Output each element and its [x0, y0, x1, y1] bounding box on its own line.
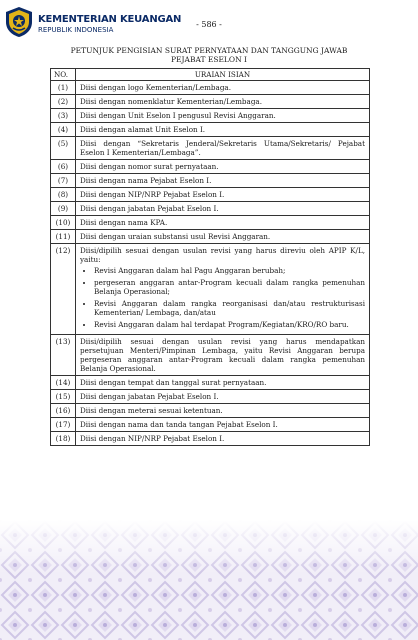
row-description	[76, 137, 370, 160]
row-description-text: Diisi dengan NIP/NRP Pejabat Eselon I.	[80, 190, 225, 199]
row-description	[76, 202, 370, 216]
table-row	[51, 335, 370, 376]
row-description-text: Diisi dengan NIP/NRP Pejabat Eselon I.	[80, 434, 225, 443]
row-description	[76, 188, 370, 202]
row-description	[76, 216, 370, 230]
table-row	[51, 390, 370, 404]
row-description-text: Diisi dengan Unit Eselon I pengusul Revisi Anggaran.	[80, 111, 276, 120]
row-description	[76, 230, 370, 244]
ministry-name: KEMENTERIAN KEUANGAN	[38, 14, 182, 25]
row-description-text: Diisi dengan nama dan tanda tangan Pejabat Eselon I.	[80, 420, 278, 429]
table-row	[51, 137, 370, 160]
row-number: (10)	[51, 216, 76, 230]
page-number: - 586 -	[196, 20, 222, 29]
instructions-table	[50, 68, 370, 446]
row-description-text: Diisi/dipilih sesuai dengan usulan revisi yang harus direviu oleh APIP K/L, yaitu:	[80, 246, 365, 264]
table-row	[51, 160, 370, 174]
bullet-item: • Revisi Anggaran dalam rangka reorganisasi dan/atau restrukturisasi Kementerian/ Lembaga, dan/atau	[94, 299, 365, 317]
row-number: (16)	[51, 404, 76, 418]
row-description	[76, 109, 370, 123]
row-description-text: Diisi dengan jabatan Pejabat Eselon I.	[80, 392, 219, 401]
bullet-item: • pergeseran anggaran antar-Program kecuali dalam rangka pemenuhan Belanja Operasional;	[94, 278, 365, 296]
document-title	[0, 46, 418, 64]
table-row	[51, 174, 370, 188]
row-number: (3)	[51, 109, 76, 123]
row-description-text: Diisi dengan meterai sesuai ketentuan.	[80, 406, 223, 415]
row-description-text: Diisi dengan nama KPA.	[80, 218, 168, 227]
row-description-text: Diisi dengan “Sekretaris Jenderal/Sekretaris Utama/Sekretaris/ Pejabat Eselon I Kementerian/Lembaga”.	[80, 139, 365, 157]
row-description-text: Diisi dengan alamat Unit Eselon I.	[80, 125, 206, 134]
row-description-text: Diisi dengan uraian substansi usul Revisi Anggaran.	[80, 232, 271, 241]
row-number: (8)	[51, 188, 76, 202]
row-description-text: Diisi dengan nomenklatur Kementerian/Lembaga.	[80, 97, 262, 106]
row-description	[76, 160, 370, 174]
row-number: (4)	[51, 123, 76, 137]
row-description-text: Diisi dengan nomor surat pernyataan.	[80, 162, 219, 171]
page-header	[0, 0, 418, 44]
table-row	[51, 230, 370, 244]
row-number: (12)	[51, 244, 76, 335]
row-description	[76, 123, 370, 137]
row-number: (2)	[51, 95, 76, 109]
row-number: (15)	[51, 390, 76, 404]
row-description	[76, 244, 370, 335]
row-number: (18)	[51, 432, 76, 446]
row-number: (13)	[51, 335, 76, 376]
row-description	[76, 390, 370, 404]
table-row	[51, 81, 370, 95]
table-body	[51, 81, 370, 446]
table-row	[51, 202, 370, 216]
row-description	[76, 174, 370, 188]
row-number: (11)	[51, 230, 76, 244]
row-number: (5)	[51, 137, 76, 160]
table-row	[51, 376, 370, 390]
bullet-item: • Revisi Anggaran dalam hal Pagu Anggaran berubah;	[94, 266, 365, 275]
row-description-text: Diisi dengan logo Kementerian/Lembaga.	[80, 83, 231, 92]
bullet-list	[80, 266, 365, 329]
row-description-text: Diisi dengan tempat dan tanggal surat pernyataan.	[80, 378, 267, 387]
table-row	[51, 123, 370, 137]
ministry-subtitle: REPUBLIK INDONESIA	[38, 26, 114, 34]
row-description	[76, 376, 370, 390]
table-row	[51, 418, 370, 432]
column-header-no: NO.	[51, 69, 76, 81]
row-description	[76, 418, 370, 432]
batik-pattern-footer	[0, 520, 418, 640]
row-number: (17)	[51, 418, 76, 432]
table-row	[51, 216, 370, 230]
bullet-item: • Revisi Anggaran dalam hal terdapat Program/Kegiatan/KRO/RO baru.	[94, 320, 365, 329]
title-line-2: PEJABAT ESELON I	[171, 55, 247, 64]
row-number: (6)	[51, 160, 76, 174]
table-row	[51, 188, 370, 202]
row-description	[76, 335, 370, 376]
row-number: (9)	[51, 202, 76, 216]
table-row	[51, 432, 370, 446]
row-description	[76, 81, 370, 95]
row-number: (1)	[51, 81, 76, 95]
column-header-description: URAIAN ISIAN	[76, 69, 370, 81]
table-row	[51, 109, 370, 123]
table-row	[51, 95, 370, 109]
row-description	[76, 404, 370, 418]
title-line-1: PETUNJUK PENGISIAN SURAT PERNYATAAN DAN TANGGUNG JAWAB	[70, 46, 348, 55]
table-row	[51, 404, 370, 418]
row-number: (14)	[51, 376, 76, 390]
row-description-text: Diisi dengan jabatan Pejabat Eselon I.	[80, 204, 219, 213]
table-header-row	[51, 69, 370, 81]
row-description	[76, 432, 370, 446]
row-description-text: Diisi/dipilih sesuai dengan usulan revisi yang harus mendapatkan persetujuan Menteri/Pimpinan Lembaga, yaitu Revisi Anggaran berupa pergeseran anggaran antar-Program kecuali dalam rangka pemenuhan Belanja Operasional.	[80, 337, 365, 373]
table-row	[51, 244, 370, 335]
row-description	[76, 95, 370, 109]
row-description-text: Diisi dengan nama Pejabat Eselon I.	[80, 176, 212, 185]
row-number: (7)	[51, 174, 76, 188]
